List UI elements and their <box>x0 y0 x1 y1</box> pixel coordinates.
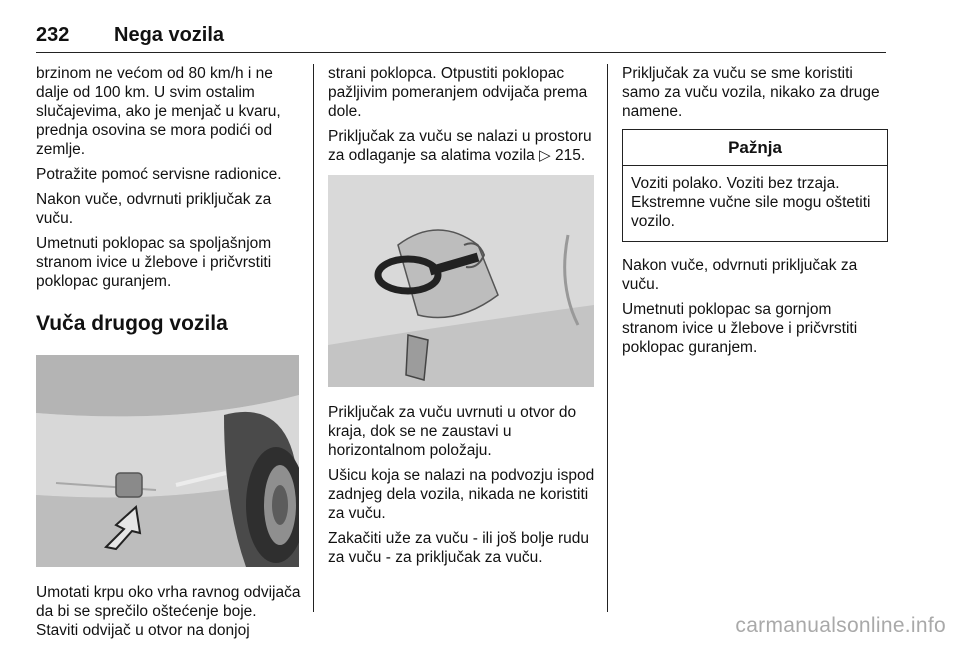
column-divider <box>607 64 608 612</box>
rear-bumper-tow-eye-cover-illustration <box>36 355 299 567</box>
paragraph <box>328 127 596 165</box>
paragraph: strani poklopca. Otpustiti poklopac pažljivim pomeranjem odvijača prema dole. <box>328 65 588 120</box>
paragraph: Umetnuti poklopac sa spoljašnjom stranom ivice u žlebove i pričvrstiti poklopac guranjem. <box>36 235 272 290</box>
paragraph: Nakon vuče, odvrnuti priključak za vuču. <box>36 191 272 227</box>
paragraph: Nakon vuče, odvrnuti priključak za vuču. <box>622 257 858 293</box>
header-rule <box>36 52 886 53</box>
caution-title: Pažnja <box>623 130 887 166</box>
page-number: 232 <box>36 24 70 46</box>
paragraph: Potražite pomoć servisne radionice. <box>36 166 282 183</box>
tow-eye-installation-illustration <box>328 175 594 387</box>
watermark: carmanualsonline.info <box>735 614 946 637</box>
page-reference[interactable]: 215. <box>554 147 586 164</box>
column-divider <box>313 64 314 612</box>
paragraph-text: Priključak za vuču se nalazi u prostoru za odlaganje sa alatima vozila <box>328 128 592 164</box>
caution-text: Voziti polako. Voziti bez trzaja. Ekstremne vučne sile mogu oštetiti vozilo. <box>631 175 871 230</box>
page-reference-icon[interactable]: ▷ <box>539 147 551 164</box>
section-heading: Vuča drugog vozila <box>36 312 228 335</box>
column-left <box>36 64 301 646</box>
paragraph: Zakačiti uže za vuču - ili još bolje rudu za vuču - za priključak za vuču. <box>328 530 590 566</box>
paragraph: Umotati krpu oko vrha ravnog odvijača da bi se sprečilo oštećenje boje. Staviti odvijač u otvor na donjoj <box>36 584 301 639</box>
page-title: Nega vozila <box>114 24 225 46</box>
paragraph: Ušicu koja se nalazi na podvozju ispod zadnjeg dela vozila, nikada ne koristiti za vuču. <box>328 467 595 522</box>
paragraph: brzinom ne većom od 80 km/h i ne dalje od 100 km. U svim ostalim slučajevima, ako je menjač u kvaru, prednja osovina se mora podići od zemlje. <box>36 65 281 158</box>
column-middle <box>328 64 596 573</box>
caution-box <box>622 129 888 242</box>
paragraph: Umetnuti poklopac sa gornjom stranom ivice u žlebove i pričvrstiti poklopac guranjem. <box>622 301 858 356</box>
paragraph: Priključak za vuču uvrnuti u otvor do kraja, dok se ne zaustavi u horizontalnom položaju. <box>328 404 577 459</box>
page-header <box>36 24 886 52</box>
paragraph: Priključak za vuču se sme koristiti samo za vuču vozila, nikako za druge namene. <box>622 65 880 120</box>
column-right <box>622 64 888 363</box>
